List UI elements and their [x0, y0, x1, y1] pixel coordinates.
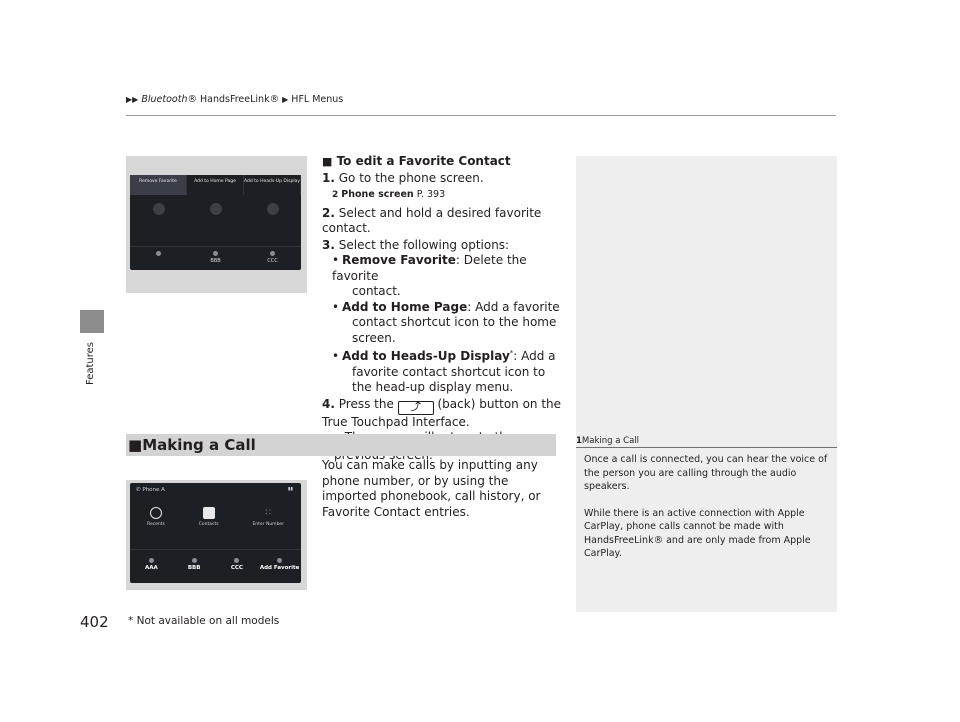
favorite-slot: BBB	[187, 247, 244, 270]
phone-icon: ✆	[136, 487, 141, 493]
breadcrumb-arrow-icon: ▶	[282, 95, 289, 104]
contact-dot-icon	[213, 251, 218, 256]
option-add-to-heads-up-display: • Add to Heads-Up Display*: Add a favorite contact shortcut icon to the head-up display menu.	[332, 349, 556, 394]
breadcrumb-handsfreelink: ® HandsFreeLink®	[187, 94, 280, 105]
phone-screen	[130, 483, 301, 583]
phone-status	[288, 487, 293, 492]
bullet-icon: •	[332, 349, 340, 363]
signal-icon: ▮▮	[288, 487, 293, 492]
favorite-slot: CCC	[216, 550, 259, 583]
breadcrumb-hfl-menus: HFL Menus	[291, 94, 344, 105]
add-icon	[277, 558, 282, 563]
contacts-icon	[203, 507, 215, 519]
note-paragraph: Once a call is connected, you can hear the voice of the person you are calling through the audio speakers.	[584, 454, 828, 492]
back-button-icon: ⤴	[398, 401, 434, 415]
menu-remove-favorite: Remove Favorite	[130, 175, 187, 195]
step-4: 4. Press the ⤴ (back) button on the True Touchpad Interface.	[322, 396, 562, 429]
header-rule	[126, 115, 836, 116]
note-body	[584, 453, 829, 561]
contact-dot-icon	[192, 558, 197, 563]
clock-icon	[150, 507, 162, 519]
favorite-slot: Add Favorite	[258, 550, 301, 583]
bullet-icon: •	[332, 299, 340, 314]
note-icon: 1	[576, 436, 582, 446]
favorite-edit-screenshot	[126, 156, 307, 293]
contact-dot-icon	[270, 251, 275, 256]
favorite-slot: CCC	[244, 247, 301, 270]
phone-tile-row	[130, 507, 301, 527]
option-remove-favorite: • Remove Favorite: Delete the favorite contact.	[332, 253, 527, 298]
favorite-edit-screen	[130, 175, 301, 270]
favorite-slot: AAA	[130, 550, 173, 583]
square-bullet-icon: ■	[322, 155, 333, 168]
keypad-icon	[267, 203, 279, 215]
page-number: 402	[80, 613, 109, 631]
step-1: 1. Go to the phone screen.	[322, 170, 484, 185]
note-heading: 1Making a Call	[576, 436, 640, 446]
note-rule	[576, 447, 837, 448]
favorite-slot: BBB	[173, 550, 216, 583]
footnote: * Not available on all models	[128, 615, 280, 627]
option-add-to-home-page: • Add to Home Page: Add a favorite contact shortcut icon to the home screen.	[332, 299, 560, 345]
menu-add-to-heads-up-display: Add to Heads-Up Display	[244, 175, 301, 195]
contacts-icon	[210, 203, 222, 215]
keypad-icon: ∷	[265, 508, 272, 518]
bullet-icon: •	[332, 253, 340, 267]
menu-add-to-home-page: Add to Home Page	[187, 175, 244, 195]
note-paragraph: While there is an active connection with Apple CarPlay, phone calls cannot be made with HandsFreeLink® and are only made from Apple CarPlay.	[584, 507, 811, 559]
phone-screen-reference: 2 Phone screen P. 393	[332, 189, 446, 200]
phone-favorite-row	[130, 549, 301, 583]
dimmed-tile-row	[130, 203, 301, 215]
edit-favorite-heading: ■ To edit a Favorite Contact	[322, 154, 511, 168]
contact-dot-icon	[234, 558, 239, 563]
tile-recents: Recents	[147, 507, 165, 527]
step-2: 2. Select and hold a desired favorite contact.	[322, 205, 542, 235]
phone-screen-screenshot	[126, 480, 307, 590]
not-all-models-asterisk: *	[509, 349, 514, 357]
breadcrumb-arrow-icon: ▶▶	[126, 95, 139, 104]
contact-dot-icon	[149, 558, 154, 563]
tile-contacts: Contacts	[199, 507, 219, 527]
tile-enter-number: ∷ Enter Number	[252, 508, 285, 527]
breadcrumb	[126, 94, 343, 105]
step-3: 3. Select the following options:	[322, 237, 510, 252]
reference-icon: 2	[332, 190, 339, 200]
favorite-slot	[130, 247, 187, 270]
making-call-body: You can make calls by inputting any phone number, or by using the imported phonebook, call history, or Favorite Contact entries.	[322, 458, 541, 519]
chapter-tab	[80, 310, 104, 333]
making-call-heading: ■Making a Call	[128, 436, 256, 454]
edit-favorite-instructions	[322, 154, 562, 463]
contact-dot-icon	[156, 251, 161, 256]
chapter-label: Features	[85, 342, 96, 385]
favorite-row	[130, 246, 301, 270]
recents-icon	[153, 203, 165, 215]
square-bullet-icon: ■	[128, 436, 143, 454]
breadcrumb-bluetooth: Bluetooth	[141, 94, 188, 105]
phone-title: ✆ Phone A	[136, 487, 165, 493]
favorite-edit-menu	[130, 175, 301, 195]
